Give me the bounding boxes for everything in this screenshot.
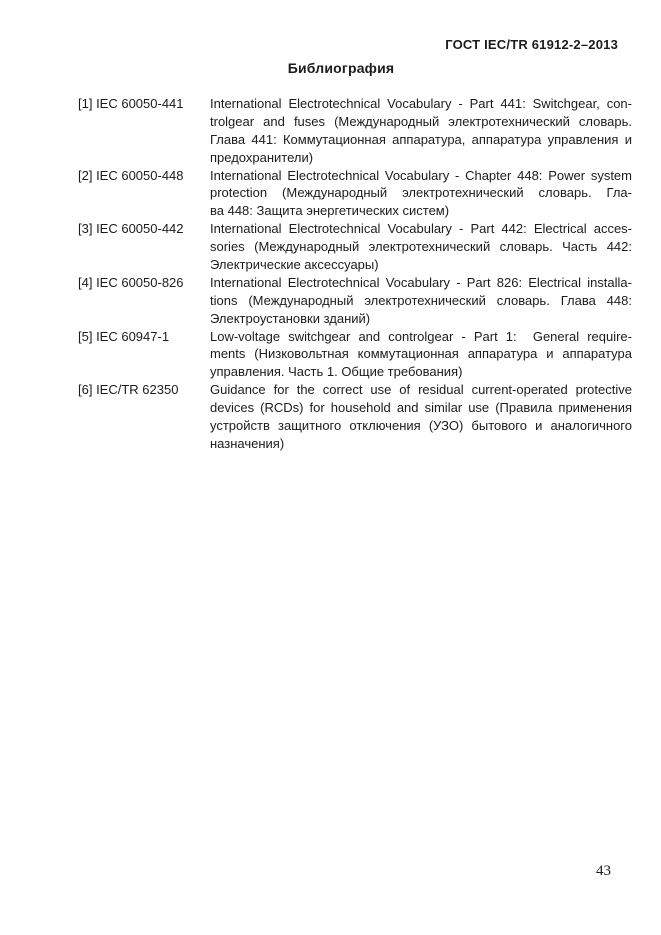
bibliography-entry-5 <box>78 328 632 382</box>
entry-line: Глава 441: Коммутационная аппаратура, аппаратура управления и <box>210 131 632 147</box>
entry-line: protection (Международный электротехнический словарь. Гла- <box>210 185 632 201</box>
entry-ref-label: [3] IEC 60050-442 <box>78 221 184 237</box>
entry-description <box>210 220 632 274</box>
entry-line: tions (Международный электротехнический словарь. Глава 448: <box>210 292 632 308</box>
entry-line: предохранители) <box>210 149 314 165</box>
entry-line: devices (RCDs) for household and similar use (Правила применения <box>210 400 632 416</box>
entry-ref-label: [4] IEC 60050-826 <box>78 274 184 290</box>
entry-line: International Electrotechnical Vocabulary - Part 442: Electrical acces- <box>210 221 632 237</box>
running-header: ГОСТ IEC/TR 61912-2–2013 <box>445 37 618 52</box>
entry-line: Low-voltage switchgear and controlgear - Part 1: General require- <box>210 328 632 344</box>
entry-description <box>210 381 632 453</box>
page-number: 43 <box>596 863 611 879</box>
entry-line: управления. Часть 1. Общие требования) <box>210 364 463 380</box>
entry-line: ва 448: Защита энергетических систем) <box>210 203 450 219</box>
entry-line: International Electrotechnical Vocabulary - Part 826: Electrical installa- <box>210 274 632 290</box>
entry-description <box>210 274 632 328</box>
entry-ref-label: [1] IEC 60050-441 <box>78 96 184 111</box>
entry-line: ments (Низковольтная коммутационная аппаратура и аппаратура <box>210 346 632 362</box>
entry-line: Электрические аксессуары) <box>210 257 379 273</box>
entry-line: Guidance for the correct use of residual current-operated protective <box>210 382 632 398</box>
entry-line: назначения) <box>210 435 285 451</box>
entry-description <box>210 167 632 221</box>
page-title: Библиография <box>287 60 395 76</box>
entry-description <box>210 328 632 382</box>
bibliography-entry-3 <box>78 220 632 274</box>
bibliography-list <box>78 95 632 453</box>
entry-ref-label: [2] IEC 60050-448 <box>78 167 184 183</box>
entry-line: устройств защитного отключения (УЗО) бытового и аналогичного <box>210 418 632 434</box>
entry-line: Электроустановки зданий) <box>210 310 371 326</box>
entry-line: International Electrotechnical Vocabulary - Part 441: Switchgear, con- <box>210 96 632 111</box>
bibliography-entry-2 <box>78 167 632 221</box>
entry-description <box>210 95 632 167</box>
bibliography-entry-6 <box>78 381 632 453</box>
entry-ref-label: [5] IEC 60947-1 <box>78 328 170 344</box>
bibliography-entry-4 <box>78 274 632 328</box>
entry-line: International Electrotechnical Vocabulary - Chapter 448: Power system <box>210 167 632 183</box>
bibliography-entry-1 <box>78 95 632 167</box>
entry-line: sories (Международный электротехнический словарь. Часть 442: <box>210 239 632 255</box>
entry-ref-label: [6] IEC/TR 62350 <box>78 382 179 398</box>
entry-line: trolgear and fuses (Международный электротехнический словарь. <box>210 113 632 129</box>
